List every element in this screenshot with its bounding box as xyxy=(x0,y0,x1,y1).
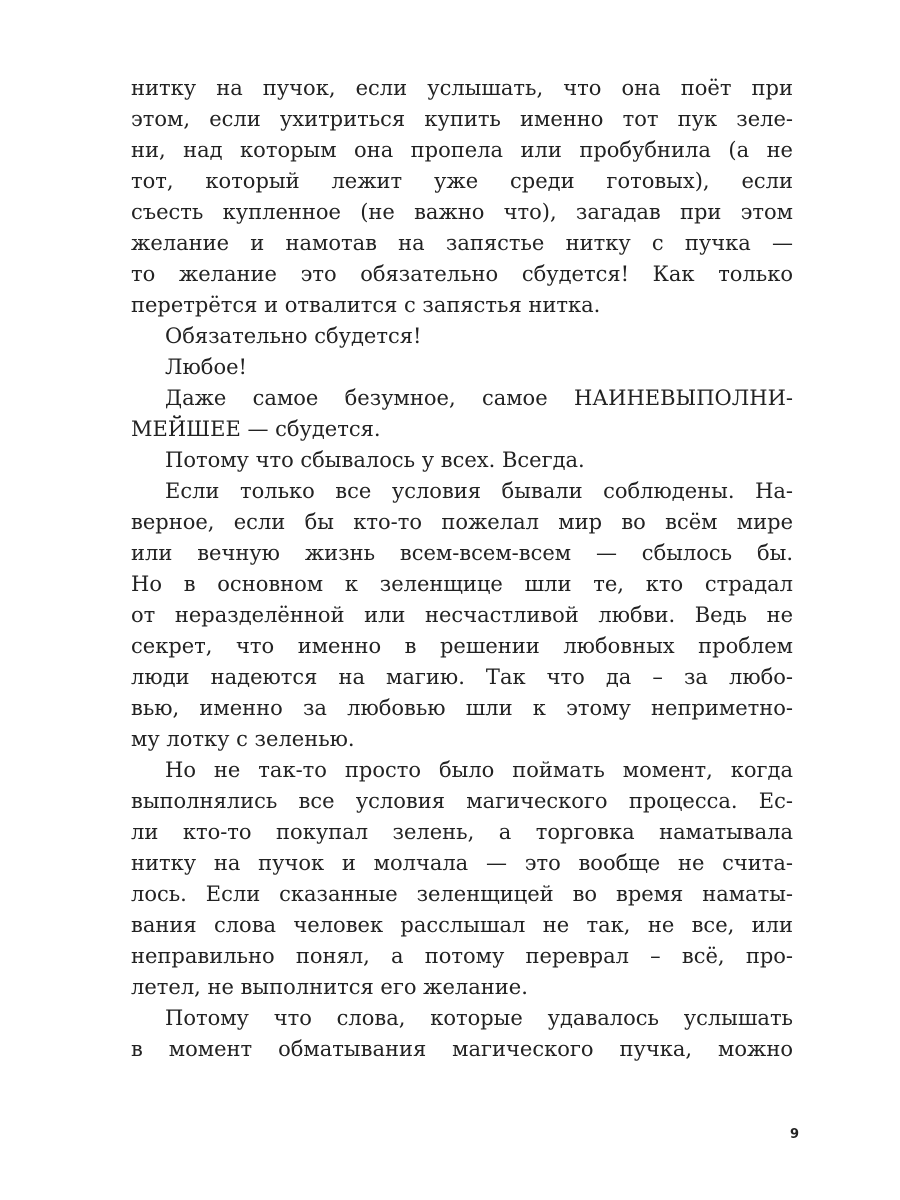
text-line: в момент обматывания магического пучка, можно xyxy=(131,1037,793,1061)
text-line: от неразделённой или несчастливой любви. Ведь не xyxy=(131,603,793,627)
paragraph-line: Потому что слова, которые удавалось услышать xyxy=(165,1006,793,1030)
text-line: лось. Если сказанные зеленщицей во время наматы- xyxy=(131,882,793,906)
text-line: секрет, что именно в решении любовных проблем xyxy=(131,634,793,658)
text-line: перетрётся и отвалится с запястья нитка. xyxy=(131,293,601,317)
text-line: съесть купленное (не важно что), загадав при этом xyxy=(131,200,793,224)
text-line: Но в основном к зеленщице шли те, кто страдал xyxy=(131,572,793,596)
text-line: тот, который лежит уже среди готовых), если xyxy=(131,169,793,193)
text-line: то желание это обязательно сбудется! Как только xyxy=(131,262,793,286)
text-line: люди надеются на магию. Так что да – за любо- xyxy=(131,665,793,689)
page-number: 9 xyxy=(789,1127,799,1142)
paragraph-line: Обязательно сбудется! xyxy=(165,324,422,348)
text-line: му лотку с зеленью. xyxy=(131,727,355,751)
paragraph-line: Потому что сбывалось у всех. Всегда. xyxy=(165,448,585,472)
text-line: вания слова человек расслышал не так, не все, или xyxy=(131,913,793,937)
text-line: выполнялись все условия магического процесса. Ес- xyxy=(131,789,793,813)
paragraph-line: Любое! xyxy=(165,355,247,379)
text-line: летел, не выполнится его желание. xyxy=(131,975,528,999)
text-line: ни, над которым она пропела или пробубнила (а не xyxy=(131,138,793,162)
text-line: нитку на пучок, если услышать, что она поёт при xyxy=(131,76,793,100)
text-line: МЕЙШЕЕ — сбудется. xyxy=(131,417,381,441)
text-line: верное, если бы кто-то пожелал мир во всём мире xyxy=(131,510,793,534)
text-line: ли кто-то покупал зелень, а торговка наматывала xyxy=(131,820,793,844)
paragraph-line: Но не так-то просто было поймать момент, когда xyxy=(165,758,793,782)
text-line: вью, именно за любовью шли к этому неприметно- xyxy=(131,696,793,720)
text-line: или вечную жизнь всем-всем-всем — сбылось бы. xyxy=(131,541,793,565)
paragraph-line: Даже самое безумное, самое НАИНЕВЫПОЛНИ- xyxy=(165,386,793,410)
body-text xyxy=(131,73,793,1065)
paragraph-line: Если только все условия бывали соблюдены. На- xyxy=(165,479,793,503)
text-line: этом, если ухитриться купить именно тот пук зеле- xyxy=(131,107,793,131)
text-line: желание и намотав на запястье нитку с пучка — xyxy=(131,231,793,255)
text-line: нитку на пучок и молчала — это вообще не счита- xyxy=(131,851,793,875)
text-line: неправильно понял, а потому переврал – всё, про- xyxy=(131,944,793,968)
